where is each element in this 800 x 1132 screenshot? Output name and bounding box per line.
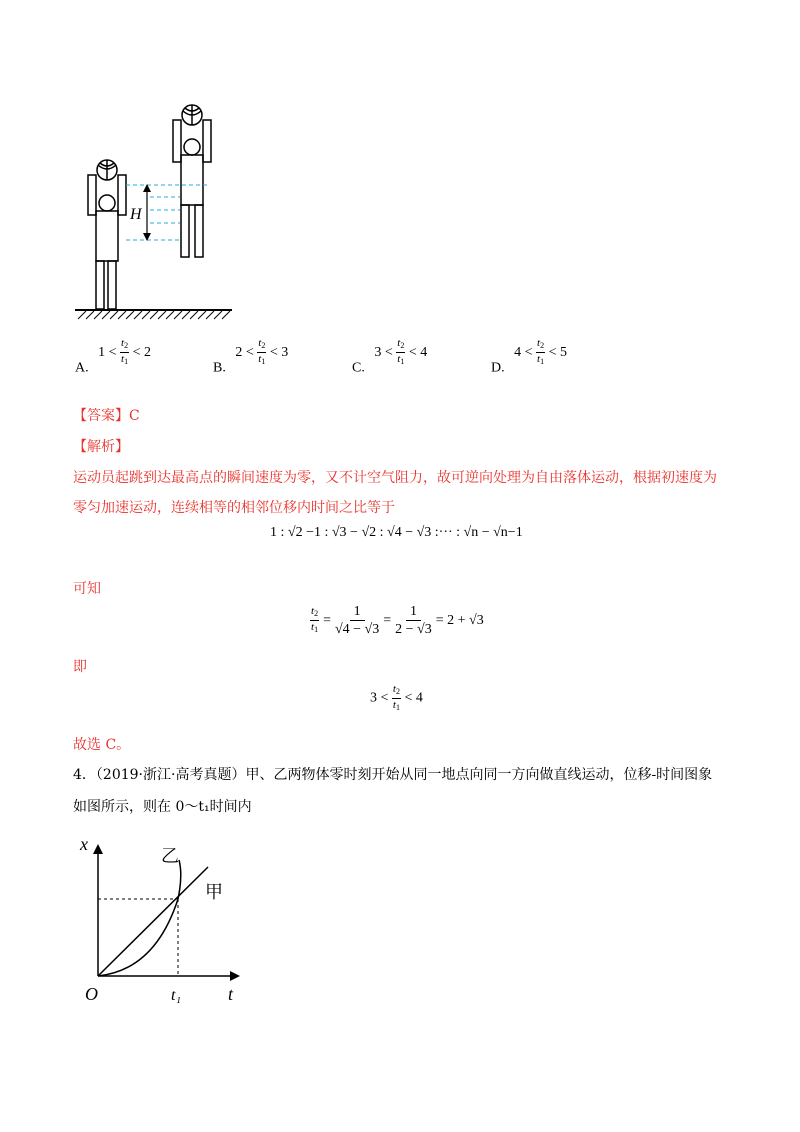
t1-label: t₁ [171, 987, 182, 1004]
jump-figure [70, 95, 240, 325]
origin-label: O [85, 984, 98, 1004]
analysis-label: 【解析】 [73, 439, 129, 455]
equation-range: 3 < $\frac{t_2}{t_1}$ < 4 [370, 683, 423, 712]
height-label: H [130, 206, 142, 223]
question4-line2: 如图所示，则在 0～t₁时间内 [73, 799, 252, 815]
option-a[interactable]: A. 1 < $\frac{t_2}{t_1}$ < 2 [75, 337, 151, 376]
answer-value: C [129, 408, 140, 424]
option-c[interactable]: C. 3 < $\frac{t_2}{t_1}$ < 4 [352, 337, 428, 376]
answer-label: 【答案】 [73, 408, 129, 424]
analysis-para1-line2: 零匀加速运动，连续相等的相邻位移内时间之比等于 [73, 500, 395, 516]
equation-t2-t1: $\frac{t_2}{t_1}$ = $\frac{1}{√4 - √3}$ = $\frac{1}{2 - √3}$ = 2 + √3 [311, 604, 484, 637]
option-d-letter: D. [491, 360, 505, 376]
question4-line1: 4．（2019·浙江·高考真题）甲、乙两物体零时刻开始从同一地点向同一方向做直线运动，位移-时间图象 [73, 767, 713, 783]
question4-source: （2019·浙江·高考真题） [95, 767, 246, 783]
analysis-para1-line1: 运动员起跳到达最高点的瞬间速度为零，又不计空气阻力，故可逆向处理为自由落体运动，根据初速度为 [73, 470, 717, 486]
option-b[interactable]: B. 2 < $\frac{t_2}{t_1}$ < 3 [213, 337, 289, 376]
curve-yi [98, 860, 181, 976]
option-b-letter: B. [213, 360, 226, 376]
option-a-letter: A. [75, 360, 89, 376]
conclusion-text: 故选 C。 [73, 737, 131, 753]
option-d[interactable]: D. 4 < $\frac{t_2}{t_1}$ < 5 [491, 337, 567, 376]
yi-label: 乙 [161, 846, 179, 866]
option-c-letter: C. [352, 360, 365, 376]
x-axis-label: t [228, 984, 234, 1004]
equation-ratio: 1 : √2 −1 : √3 − √2 : √4 − √3 :··· : √n − √n−1 [270, 525, 523, 540]
kezhi-text: 可知 [73, 581, 101, 597]
xt-graph [75, 830, 265, 1010]
question4-number: 4． [73, 767, 96, 783]
jia-label: 甲 [205, 882, 223, 902]
y-axis-label: x [80, 834, 88, 854]
ji-text: 即 [73, 659, 87, 675]
answer-line [73, 405, 140, 427]
line-jia [98, 867, 208, 976]
